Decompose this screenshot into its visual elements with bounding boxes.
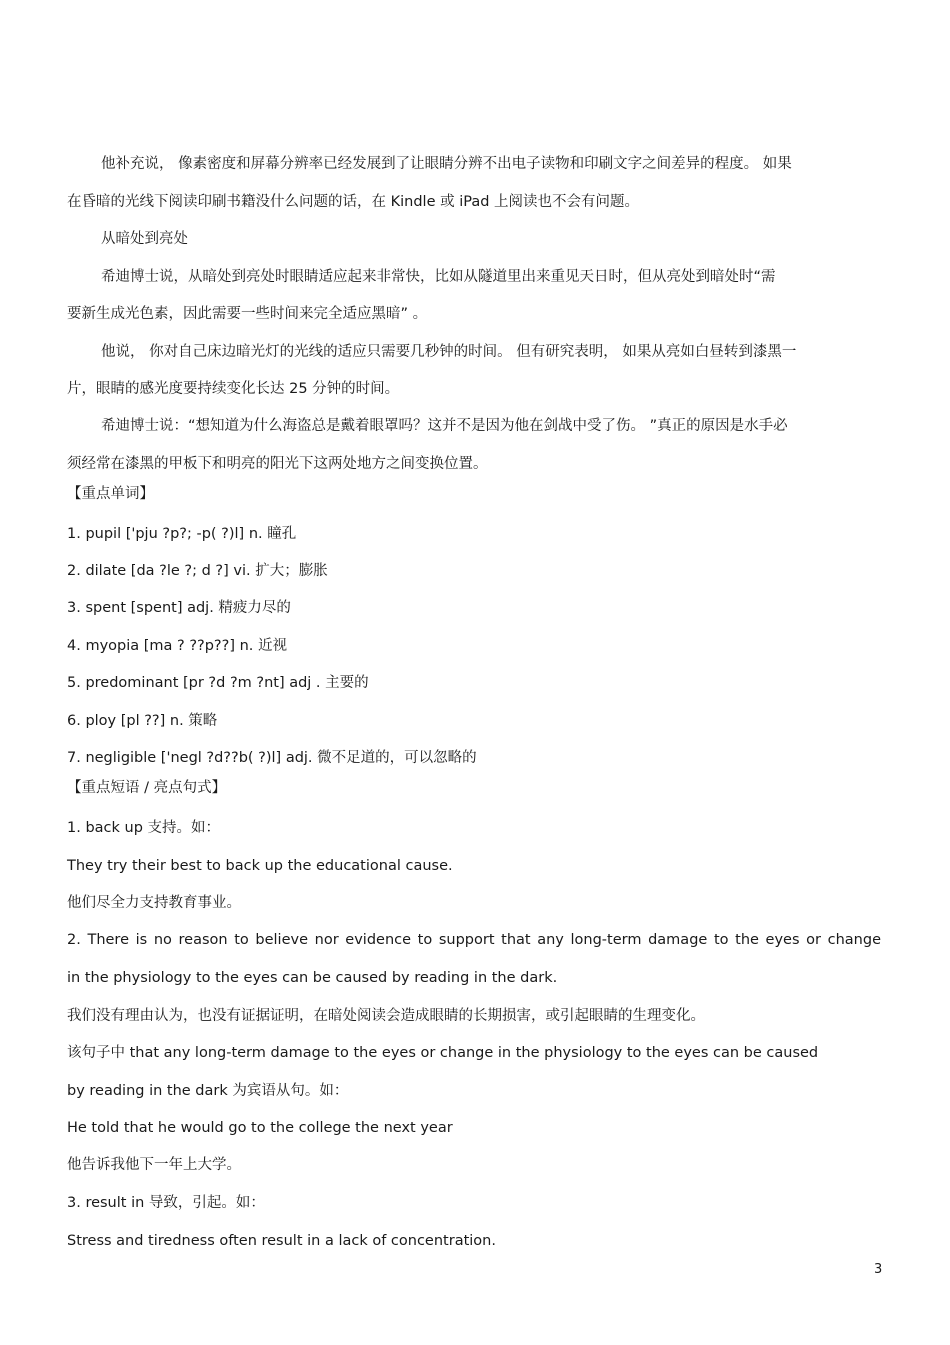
page-number: 3 <box>874 1262 883 1277</box>
phrase-line: 3. result in 导致，引起。如： <box>67 1195 265 1211</box>
vocab-item: 6. ploy [pl ??] n. 策略 <box>67 713 218 729</box>
phrase-line: 1. back up 支持。如： <box>67 820 221 836</box>
vocab-item: 3. spent [spent] adj. 精疲力尽的 <box>67 600 291 616</box>
phrase-line: in the physiology to the eyes can be caused by reading in the dark. <box>67 970 558 986</box>
phrase-translation: 我们没有理由认为，也没有证据证明，在暗处阅读会造成眼睛的长期损害，或引起眼睛的生理变化。 <box>67 1008 705 1024</box>
vocab-item: 5. predominant [pr ?d ?m ?nt] adj . 主要的 <box>67 675 369 691</box>
paragraph-1-line-1: 他补充说， 像素密度和屏幕分辨率已经发展到了让眼睛分辨不出电子读物和印刷文字之间差异的程度。 如果 <box>101 156 792 172</box>
paragraph-4-line-1: 希迪博士说：“想知道为什么海盗总是戴着眼罩吗？这并不是因为他在剑战中受了伤。 ”真正的原因是水手必 <box>101 418 788 434</box>
phrase-example: They try their best to back up the educational cause. <box>67 858 453 874</box>
phrase-line: 2. There is no reason to believe nor evidence to support that any long-term damage to the eyes or change <box>67 932 881 948</box>
vocab-item: 4. myopia [ma ? ??p??] n. 近视 <box>67 638 287 654</box>
vocab-item: 2. dilate [da ?le ?; d ?] vi. 扩大；膨胀 <box>67 563 328 579</box>
phrase-translation: 他告诉我他下一年上大学。 <box>67 1157 241 1173</box>
paragraph-1-line-2: 在昏暗的光线下阅读印刷书籍没什么问题的话，在 Kindle 或 iPad 上阅读也不会有问题。 <box>67 194 640 210</box>
paragraph-2-line-1: 希迪博士说，从暗处到亮处时眼睛适应起来非常快，比如从隧道里出来重见天日时，但从亮处到暗处时“需 <box>101 269 776 285</box>
phrase-translation: 他们尽全力支持教育事业。 <box>67 895 241 911</box>
section-heading: 从暗处到亮处 <box>101 231 188 247</box>
phrase-note: by reading in the dark 为宾语从句。如： <box>67 1083 349 1099</box>
vocab-item: 7. negligible ['negl ?d??b( ?)l] adj. 微不足道的，可以忽略的 <box>67 750 477 766</box>
phrase-heading: 【重点短语 / 亮点句式】 <box>67 780 227 796</box>
paragraph-2-line-2: 要新生成光色素，因此需要一些时间来完全适应黑暗” 。 <box>67 306 428 322</box>
vocab-heading: 【重点单词】 <box>67 486 154 502</box>
paragraph-4-line-2: 须经常在漆黑的甲板下和明亮的阳光下这两处地方之间变换位置。 <box>67 456 488 472</box>
vocab-item: 1. pupil ['pju ?p?; -p( ?)l] n. 瞳孔 <box>67 526 297 542</box>
phrase-example: He told that he would go to the college the next year <box>67 1120 453 1136</box>
phrase-example: Stress and tiredness often result in a lack of concentration. <box>67 1233 496 1249</box>
phrase-note: 该句子中 that any long-term damage to the eyes or change in the physiology to the eyes can be caused <box>67 1045 819 1061</box>
paragraph-3-line-2: 片，眼睛的感光度要持续变化长达 25 分钟的时间。 <box>67 381 400 397</box>
paragraph-3-line-1: 他说， 你对自己床边暗光灯的光线的适应只需要几秒钟的时间。 但有研究表明， 如果从亮如白昼转到漆黑一 <box>101 344 797 360</box>
